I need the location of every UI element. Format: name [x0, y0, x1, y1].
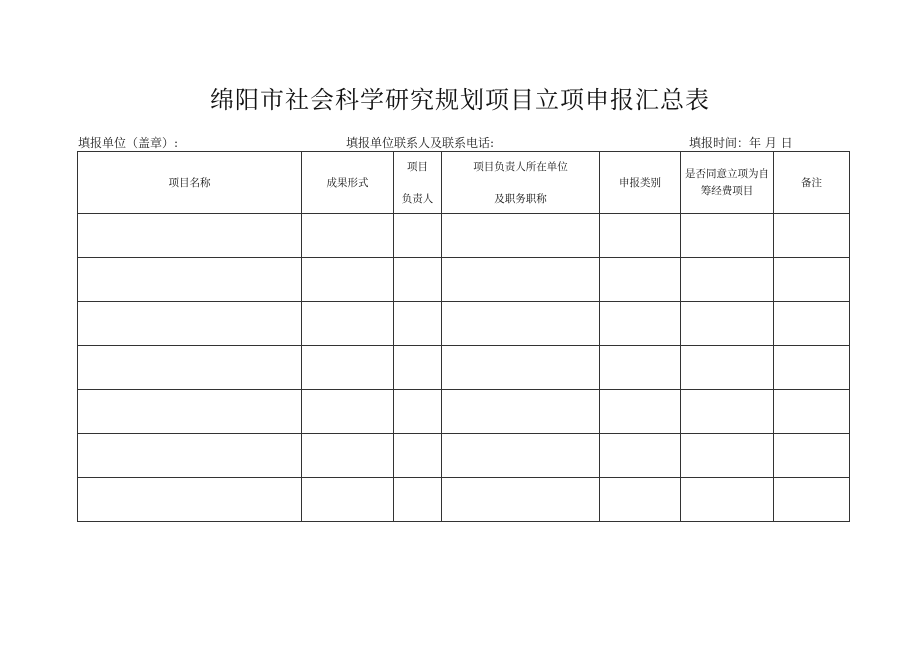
cell-remarks[interactable]: [774, 302, 850, 346]
header-remarks: 备注: [774, 152, 850, 214]
table-row: [78, 258, 850, 302]
table-row: [78, 346, 850, 390]
cell-leader-unit-title[interactable]: [442, 214, 600, 258]
fill-unit-label: 填报单位（盖章）:: [78, 136, 179, 150]
cell-project-name[interactable]: [78, 258, 302, 302]
cell-result-form[interactable]: [302, 434, 394, 478]
header-application-category: 申报类别: [600, 152, 681, 214]
cell-self-funded[interactable]: [681, 478, 774, 522]
table-header-row: [78, 152, 850, 214]
cell-leader-unit-title[interactable]: [442, 478, 600, 522]
cell-project-name[interactable]: [78, 390, 302, 434]
header-leader-unit-line1: 项目负责人所在单位: [473, 160, 568, 173]
cell-leader-unit-title[interactable]: [442, 346, 600, 390]
header-leader-unit-title: [442, 152, 600, 214]
cell-application-category[interactable]: [600, 390, 681, 434]
cell-remarks[interactable]: [774, 346, 850, 390]
cell-self-funded[interactable]: [681, 346, 774, 390]
header-project-name: 项目名称: [78, 152, 302, 214]
header-project-leader: [394, 152, 442, 214]
cell-project-leader[interactable]: [394, 478, 442, 522]
cell-self-funded[interactable]: [681, 214, 774, 258]
cell-self-funded[interactable]: [681, 390, 774, 434]
cell-project-leader[interactable]: [394, 434, 442, 478]
cell-project-leader[interactable]: [394, 346, 442, 390]
table-row: [78, 478, 850, 522]
header-project-leader-line1: 项目: [407, 160, 428, 173]
cell-leader-unit-title[interactable]: [442, 302, 600, 346]
header-leader-unit-line2: 及职务职称: [494, 192, 547, 205]
cell-project-name[interactable]: [78, 478, 302, 522]
cell-application-category[interactable]: [600, 258, 681, 302]
cell-result-form[interactable]: [302, 214, 394, 258]
cell-remarks[interactable]: [774, 214, 850, 258]
cell-project-leader[interactable]: [394, 214, 442, 258]
cell-project-leader[interactable]: [394, 302, 442, 346]
table-row: [78, 434, 850, 478]
cell-project-name[interactable]: [78, 346, 302, 390]
cell-remarks[interactable]: [774, 434, 850, 478]
cell-application-category[interactable]: [600, 478, 681, 522]
cell-leader-unit-title[interactable]: [442, 390, 600, 434]
cell-result-form[interactable]: [302, 478, 394, 522]
cell-result-form[interactable]: [302, 346, 394, 390]
document-title: 绵阳市社会科学研究规划项目立项申报汇总表: [210, 86, 710, 114]
cell-application-category[interactable]: [600, 434, 681, 478]
cell-project-leader[interactable]: [394, 390, 442, 434]
cell-project-name[interactable]: [78, 434, 302, 478]
cell-application-category[interactable]: [600, 346, 681, 390]
fill-date-label: 填报时间：年 月 日: [689, 136, 793, 150]
cell-self-funded[interactable]: [681, 258, 774, 302]
cell-project-leader[interactable]: [394, 258, 442, 302]
contact-person-label: 填报单位联系人及联系电话:: [346, 136, 495, 150]
header-project-leader-line2: 负责人: [401, 192, 434, 205]
cell-project-name[interactable]: [78, 214, 302, 258]
cell-remarks[interactable]: [774, 478, 850, 522]
header-self-funded-line2: 筹经费项目: [700, 185, 754, 197]
cell-self-funded[interactable]: [681, 302, 774, 346]
cell-application-category[interactable]: [600, 302, 681, 346]
cell-project-name[interactable]: [78, 302, 302, 346]
cell-self-funded[interactable]: [681, 434, 774, 478]
cell-remarks[interactable]: [774, 390, 850, 434]
cell-result-form[interactable]: [302, 258, 394, 302]
cell-leader-unit-title[interactable]: [442, 258, 600, 302]
header-self-funded: [681, 152, 774, 214]
table-row: [78, 214, 850, 258]
cell-result-form[interactable]: [302, 390, 394, 434]
header-self-funded-line1: 是否同意立项为自: [685, 168, 769, 180]
cell-application-category[interactable]: [600, 214, 681, 258]
cell-leader-unit-title[interactable]: [442, 434, 600, 478]
cell-result-form[interactable]: [302, 302, 394, 346]
table-row: [78, 390, 850, 434]
cell-remarks[interactable]: [774, 258, 850, 302]
summary-table: [77, 151, 850, 522]
header-result-form: 成果形式: [302, 152, 394, 214]
table-row: [78, 302, 850, 346]
